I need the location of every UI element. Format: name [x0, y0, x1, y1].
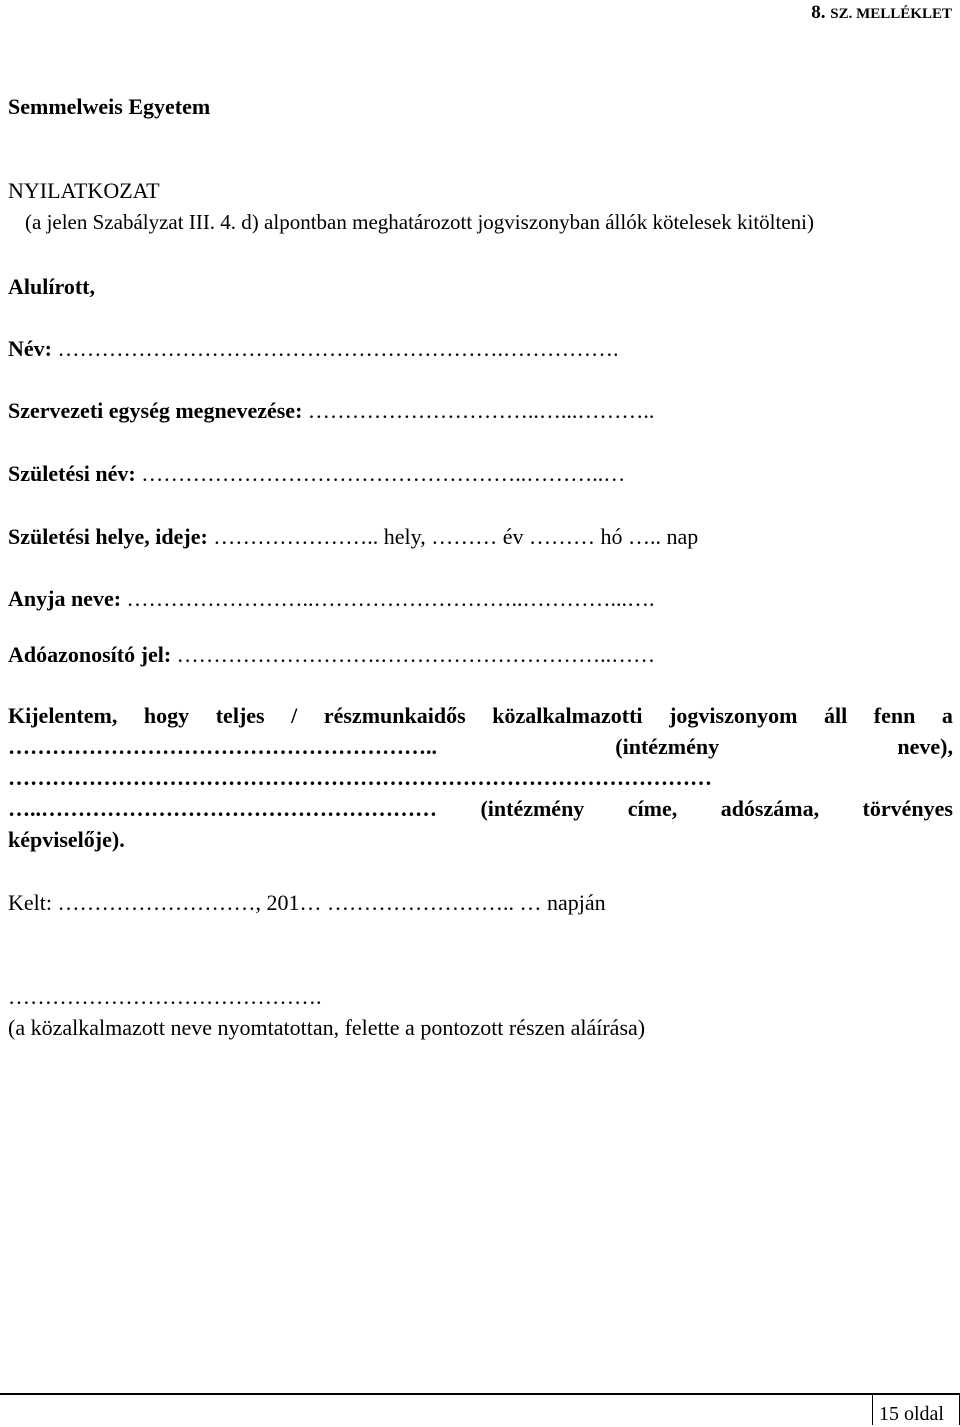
dated-day-word: napján [547, 890, 606, 915]
document-title: NYILATKOZAT [8, 178, 160, 203]
dated-label: Kelt: [8, 890, 52, 915]
declaration-line-5 [8, 824, 953, 855]
name-label: Név: [8, 336, 52, 361]
tax-id-field[interactable] [8, 642, 655, 668]
birth-year-dots: ……… [431, 524, 498, 549]
institution-address-dots: …………………………………………………………………………………… [8, 765, 712, 790]
annex-number: 8. [811, 2, 826, 23]
declaration-word: áll [823, 703, 848, 728]
birth-month-word: hó [600, 524, 623, 549]
declaration-line-4[interactable] [8, 793, 953, 824]
declaration-word: teljes [215, 703, 265, 728]
dated-field[interactable] [8, 890, 606, 916]
declaration-word: közalkalmazotti [492, 703, 643, 728]
declaration-word: jogviszonyom [669, 703, 798, 728]
birth-year-word: év [502, 524, 524, 549]
declaration-word: (intézmény [615, 734, 720, 759]
tax-id-dots: ……………………….…………………………..…… [176, 642, 656, 667]
declaration-paragraph [8, 700, 953, 855]
declaration-line-1 [8, 700, 953, 731]
declaration-word: törvényes [862, 796, 953, 821]
birth-place-dots: ………………….. [213, 524, 379, 549]
dated-year-dots: … [299, 890, 322, 915]
declaration-line-3[interactable] [8, 762, 953, 793]
institution-details-dots: …..……………………………………………… [8, 796, 437, 821]
dated-day-dots: … [519, 890, 542, 915]
declaration-word: címe, [627, 796, 678, 821]
name-field[interactable] [8, 336, 618, 362]
annex-text: SZ. MELLÉKLET [830, 6, 952, 22]
mother-name-dots: ……………………..………………………..…………...…. [126, 586, 655, 611]
declaration-word: (intézmény [480, 796, 585, 821]
name-dots: …………………………………………………….……………. [57, 336, 619, 361]
page-number: 15 oldal [879, 1403, 944, 1425]
declaration-word: részmunkaidős [323, 703, 466, 728]
declaration-word: Kijelentem, [8, 703, 118, 728]
signature-caption: (a közalkalmazott neve nyomtatottan, felette a pontozott részen aláírása) [8, 1015, 646, 1040]
mother-name-field[interactable] [8, 586, 655, 612]
institution-name-dots: ………………………………………………….. [8, 734, 437, 759]
footer-rule [0, 1393, 960, 1395]
dated-month-dots: …………………….. [327, 890, 514, 915]
birth-month-dots: ……… [529, 524, 596, 549]
institution-name: Semmelweis Egyetem [8, 94, 211, 119]
declaration-word: neve), [897, 734, 953, 759]
unit-field[interactable] [8, 398, 654, 424]
declaration-line-2[interactable] [8, 731, 953, 762]
birth-place-label: Születési helye, ideje: [8, 524, 208, 549]
birth-place-word: hely, [383, 524, 426, 549]
dated-year: 201 [266, 890, 300, 915]
mother-name-label: Anyja neve: [8, 586, 122, 611]
declaration-word: hogy [143, 703, 190, 728]
dated-place-dots: ………………………, [57, 890, 261, 915]
birth-name-field[interactable] [8, 461, 625, 487]
unit-label: Szervezeti egység megnevezése: [8, 398, 303, 423]
undersigned-label: Alulírott, [8, 274, 95, 299]
document-subtitle: (a jelen Szabályzat III. 4. d) alpontban meghatározott jogviszonyban állók kötelesek kitölteni) [25, 210, 814, 234]
declaration-word: adószáma, [720, 796, 820, 821]
annex-label [811, 2, 952, 24]
birth-place-field[interactable] [8, 524, 698, 550]
declaration-word: képviselője). [8, 827, 125, 852]
declaration-word: / [291, 703, 298, 728]
birth-name-label: Születési név: [8, 461, 136, 486]
unit-dots: …………………………..…...……….. [307, 398, 655, 423]
declaration-word: fenn [873, 703, 916, 728]
birth-day-dots: ….. [628, 524, 662, 549]
birth-day-word: nap [666, 524, 699, 549]
declaration-word: a [941, 703, 953, 728]
birth-name-dots: ……………………………………………..………..… [141, 461, 626, 486]
signature-line[interactable]: ……………………………………. [8, 984, 322, 1009]
tax-id-label: Adóazonosító jel: [8, 642, 172, 667]
